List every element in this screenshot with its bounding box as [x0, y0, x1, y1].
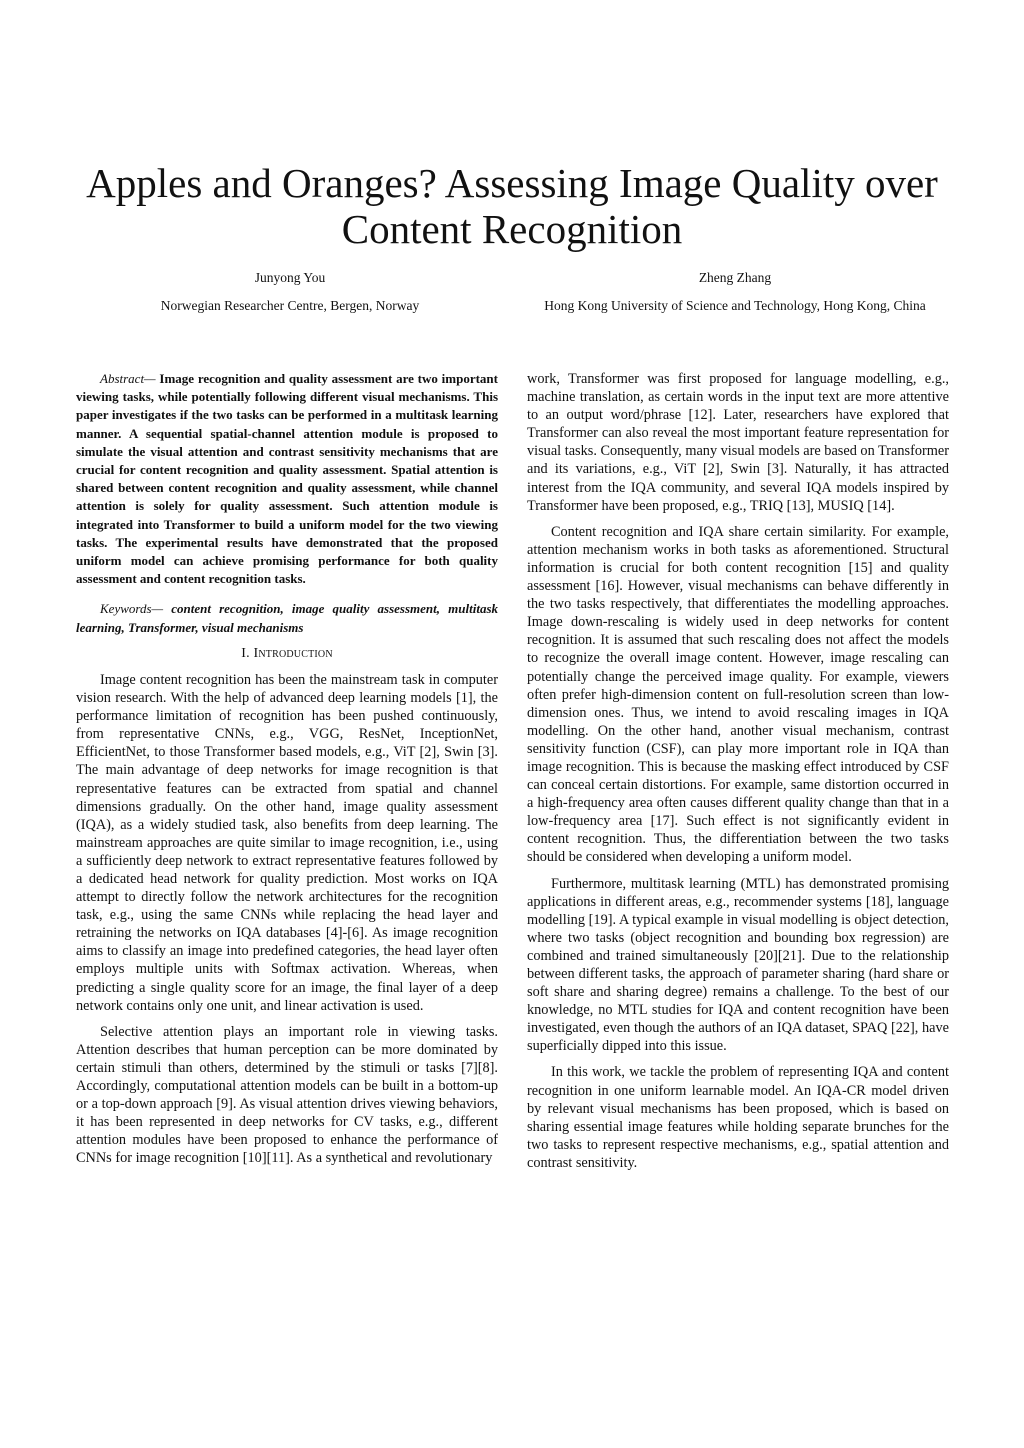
keywords-text: content recognition, image quality assessment, multitask learning, Transformer, visual mechanisms — [76, 601, 499, 635]
keywords-label: Keywords— — [100, 601, 164, 617]
body-paragraph: In this work, we tackle the problem of representing IQA and content recognition in one uniform learnable model. An IQA-CR model driven by relevant visual mechanisms has been proposed, which is based on sharing essential image features while holding separate brunches for the two tasks to represent respective mechanisms, e.g., spatial attention and contrast sensitivity. — [527, 1064, 949, 1171]
body-paragraph: Selective attention plays an important role in viewing tasks. Attention describes that human perception can be more dominated by certain stimuli than others, determined by the stimuli or tasks [7][8]. Accordingly, computational attention models can be built in a bottom-up or a top-down approach [9]. As visual attention drives viewing behaviors, it has been represented in deep networks for CV tasks, e.g., different attention modules have been proposed to enhance the performance of CNNs for image recognition [10][11]. As a synthetical and revolutionary — [76, 1023, 498, 1167]
author-affiliation: Norwegian Researcher Centre, Bergen, Norway — [160, 298, 420, 313]
body-paragraph: Content recognition and IQA share certain similarity. For example, attention mechanism works in both tasks as aforementioned. Structural information is crucial for both content recognition [15] and quality assessment [16]. However, visual mechanisms can behave differently in the two tasks respectively, that differentiates the modelling approaches. Image down-rescaling is widely used in deep networks for content recognition. It is assumed that such rescaling does not affect the models to recognize the overall image content. However, image rescaling can potentially change the perceived image quality. For example, viewers often prefer high-dimension content on full-resolution screen than low-dimension ones. Thus, we intend to avoid rescaling images in IQA modelling. On the other hand, another visual mechanism, contrast sensitivity function (CSF), can play more important role in IQA than image recognition. This is because the masking effect introduced by CSF can conceal certain distortions. For example, same distortion occurred in a high-frequency area often causes different quality change than that in a low-frequency area [17]. Such effect is not significantly evident in content recognition. Thus, the differentiation between the two tasks should be considered when developing a uniform model. — [527, 523, 949, 866]
keywords — [76, 600, 498, 636]
author-block-2 — [500, 268, 970, 316]
body-paragraph: Image content recognition has been the mainstream task in computer vision research. With the help of advanced deep learning models [1], the performance limitation of recognition has been pushed continuously, from representative CNNs, e.g., VGG, ResNet, InceptionNet, EfficientNet, to those Transformer based models, e.g., ViT [2], Swin [3]. The main advantage of deep networks for image recognition is that representative features can be extracted from spatial and channel dimensions gradually. On the other hand, image quality assessment (IQA), as a widely studied task, also benefits from deep learning. The mainstream approaches are quite similar to image recognition, i.e., using a sufficiently deep network to extract representative features followed by a dedicated head network for quality prediction. Most works on IQA attempt to directly follow the network architectures for the recognition task, e.g., using the same CNNs while replacing the head layer and retraining the networks on IQA databases [4]-[6]. As image recognition aims to classify an image into predefined categories, the head layer often employs multiple units with Softmax activation. Whereas, when predicting a single quality score for an image, the final layer of a deep network contains only one unit, and linear activation is used. — [76, 671, 498, 1014]
author-name: Junyong You — [254, 270, 326, 285]
section-heading — [76, 645, 498, 663]
abstract-text: Image recognition and quality assessment are two important viewing tasks, while potentially following different visual mechanisms. This paper investigates if the two tasks can be performed in a multitask learning manner. A sequential spatial-channel attention module is proposed to simulate the visual attention and contrast sensitivity mechanisms that are crucial for content recognition and quality assessment. Spatial attention is shared between content recognition and quality assessment, while channel attention is solely for quality assessment. Such attention module is integrated into Transformer to build a uniform model for the two viewing tasks. The experimental results have demonstrated that the proposed uniform model can achieve promising performance for both quality assessment and content recognition tasks. — [76, 371, 498, 587]
body-paragraph: work, Transformer was first proposed for language modelling, e.g., machine translation, as certain words in the input text are more attentive to an output word/phrase [12]. Later, researchers have explored that Transformer can also reveal the most important feature representation for visual tasks. Consequently, many visual models are based on Transformer and its variations, e.g., ViT [2], Swin [3]. Naturally, it has attracted interest from the IQA community, and several IQA models inspired by Transformer have been proposed, e.g., TRIQ [13], MUSIQ [14]. — [527, 371, 949, 514]
left-column — [76, 370, 498, 1167]
body-paragraph: Furthermore, multitask learning (MTL) has demonstrated promising applications in different areas, e.g., recommender systems [18], language modelling [19]. A typical example in visual modelling is object detection, where two tasks (object recognition and bounding box regression) are combined and trained simultaneously [20][21]. Due to the relationship between different tasks, the approach of parameter sharing (hard share or soft share and sharing degree) remains a challenge. To the best of our knowledge, no MTL studies for IQA and content recognition have been investigated, even though the authors of an IQA dataset, SPAQ [22], have superficially dipped into this issue. — [527, 875, 949, 1055]
author-name: Zheng Zhang — [698, 270, 772, 285]
abstract-label: Abstract— — [100, 371, 156, 386]
abstract — [76, 370, 498, 588]
paper-title: Apples and Oranges? Assessing Image Quality over Content Recognition — [86, 160, 938, 252]
section-title: Introduction — [253, 645, 333, 661]
right-column — [527, 370, 949, 1172]
author-block-1 — [80, 268, 500, 316]
author-affiliation: Hong Kong University of Science and Technology, Hong Kong, China — [544, 298, 926, 313]
section-number: I. — [241, 645, 250, 661]
